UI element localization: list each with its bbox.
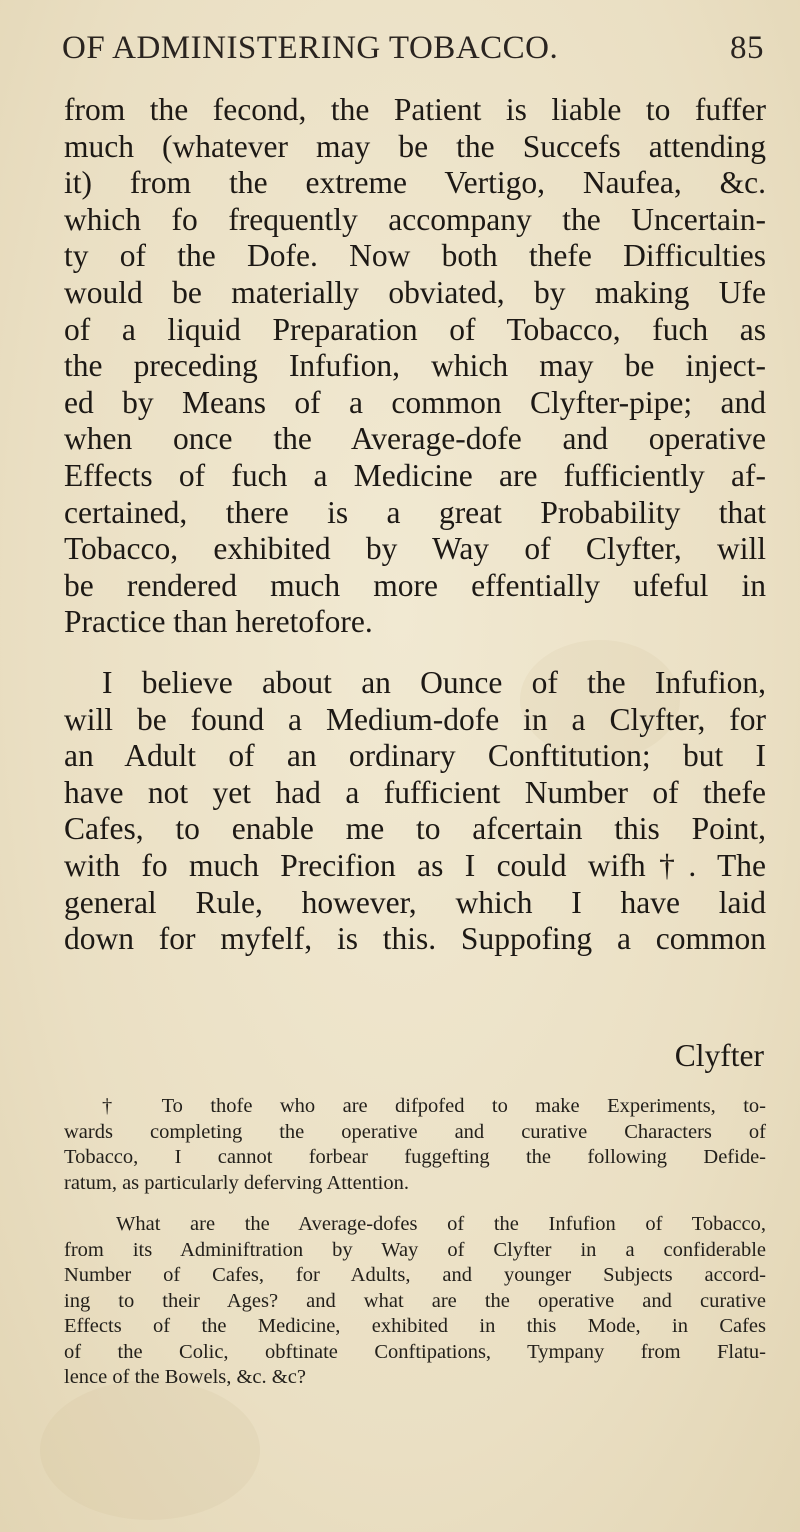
footnote-line: Tobacco, I cannot forbear fuggefting the following Defide-	[64, 1146, 766, 1168]
text-line: certained, there is a great Probability that	[64, 494, 766, 530]
text-line: from the fecond, the Patient is liable to fuffer	[64, 92, 766, 127]
text-line: general Rule, however, which I have laid	[64, 884, 766, 920]
footnote-line: Effects of the Medicine, exhibited in this Mode, in Cafes	[64, 1315, 766, 1337]
text-line: ed by Means of a common Clyfter-pipe; and	[64, 384, 766, 420]
footnote-line: ing to their Ages? and what are the operative and curative	[64, 1289, 766, 1312]
running-head	[62, 30, 764, 78]
text-line: of a liquid Preparation of Tobacco, fuch as	[64, 311, 766, 347]
text-line: Practice than heretofore.	[64, 604, 373, 640]
text-line: with fo much Precifion as I could wifh†. The	[64, 847, 766, 883]
text-line: Tobacco, exhibited by Way of Clyfter, will	[64, 531, 766, 567]
footnote-line: Number of Cafes, for Adults, and younger Subjects accord-	[64, 1264, 766, 1286]
text-line: much (whatever may be the Succefs attending	[64, 128, 766, 164]
footnote-2	[64, 1212, 766, 1391]
catchword: Clyfter	[674, 1038, 764, 1073]
footnote-line: What are the Average-dofes of the Infufion of Tobacco,	[116, 1213, 766, 1235]
text-line: ty of the Dofe. Now both thefe Difficulties	[64, 238, 766, 274]
text-line: it) from the extreme Vertigo, Naufea, &c.	[64, 165, 766, 201]
footnote-line: wards completing the operative and curative Characters of	[64, 1120, 766, 1143]
text-line: an Adult of an ordinary Conftitution; but I	[64, 738, 766, 774]
page-number: 85	[730, 30, 764, 66]
text-line: have not yet had a fufficient Number of thefe	[64, 774, 766, 810]
text-line: be rendered much more effentially ufeful in	[64, 567, 766, 603]
text-line: the preceding Infufion, which may be inject-	[64, 348, 766, 384]
text-line: Cafes, to enable me to afcertain this Point,	[64, 811, 766, 847]
paragraph-2	[64, 665, 766, 958]
paragraph-1	[64, 92, 766, 641]
footnote-line: ratum, as particularly deferving Attention.	[64, 1171, 409, 1194]
footnote-line: from its Adminiftration by Way of Clyfter in a confiderable	[64, 1238, 766, 1261]
paper-stain	[40, 1380, 260, 1520]
footnote-line: lence of the Bowels, &c. &c?	[64, 1366, 306, 1388]
text-line: will be found a Medium-dofe in a Clyfter, for	[64, 701, 766, 737]
text-line: Effects of fuch a Medicine are fufficiently af-	[64, 457, 766, 493]
text-line: down for myfelf, is this. Suppofing a common	[64, 921, 766, 957]
footnote-line: † To thofe who are difpofed to make Experiments, to-	[102, 1095, 766, 1117]
text-line: when once the Average-dofe and operative	[64, 421, 766, 457]
text-line: which fo frequently accompany the Uncertain-	[64, 201, 766, 237]
footnote-line: of the Colic, obftinate Conftipations, Tympany from Flatu-	[64, 1340, 766, 1363]
text-line: I believe about an Ounce of the Infufion,	[102, 665, 766, 700]
footnote-1	[64, 1094, 766, 1196]
running-head-title: OF ADMINISTERING TOBACCO.	[62, 30, 559, 66]
text-line: would be materially obviated, by making Ufe	[64, 274, 766, 310]
